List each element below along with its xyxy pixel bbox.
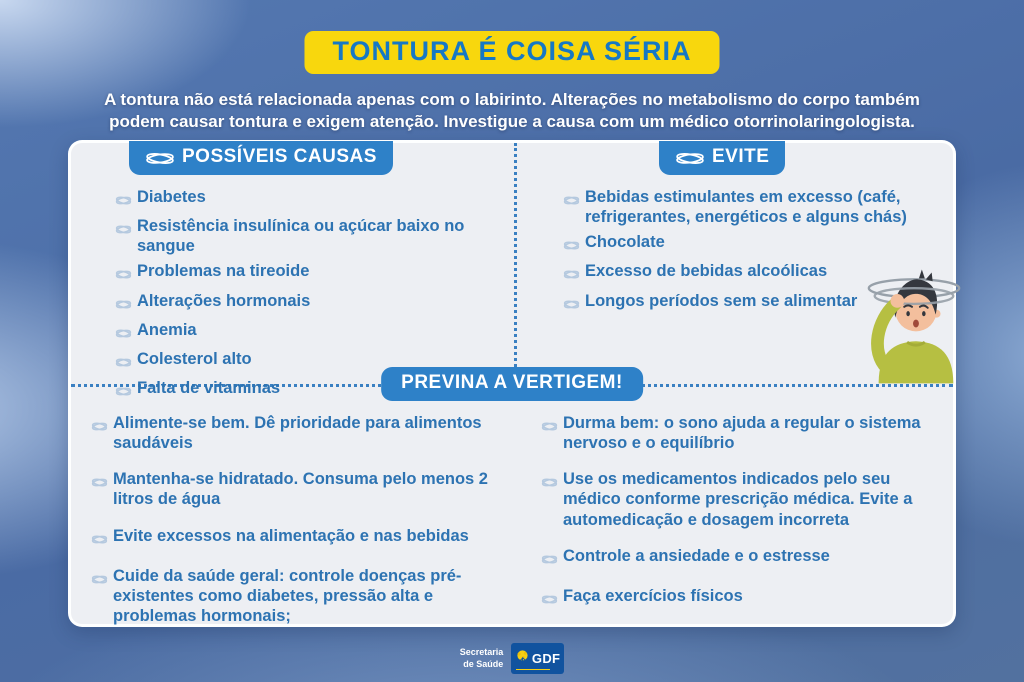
list-item-text: Controle a ansiedade e o estresse — [563, 546, 830, 565]
dizzy-swirl-icon — [115, 191, 132, 211]
list-item-text: Bebidas estimulantes em excesso (café, refrigerantes, energéticos e alguns chás) — [585, 188, 907, 227]
dizzy-swirl-icon — [91, 570, 108, 590]
list-item-text: Diabetes — [137, 188, 206, 206]
title-badge — [304, 31, 719, 74]
vertical-dotted-divider — [514, 143, 517, 384]
gdf-label: GDF — [531, 651, 561, 666]
list-item-text: Chocolate — [585, 233, 665, 252]
intro-line-2: podem causar tontura e exigem atenção. Investigue a causa com um médico otorrinolaringologista. — [109, 112, 915, 132]
list-item-text: Longos períodos sem se alimentar — [585, 291, 858, 310]
list-item-text: Alimente-se bem. Dê prioridade para alimentos saudáveis — [113, 414, 482, 453]
dizzy-swirl-icon — [145, 151, 175, 166]
prevent-section-title: PREVINA A VERTIGEM! — [401, 372, 623, 393]
secretaria-line-1: Secretaria — [459, 647, 504, 658]
gdf-underline — [516, 669, 550, 670]
prevent-left-list — [91, 413, 507, 642]
list-item-text: Falta de vitaminas — [137, 378, 281, 397]
secretaria-de-saude-label — [460, 647, 504, 670]
list-item-text: Excesso de bebidas alcoólicas — [585, 262, 828, 281]
list-item — [541, 546, 941, 570]
dizzy-swirl-icon — [91, 530, 108, 550]
dizzy-swirl-icon — [115, 220, 132, 240]
dizzy-swirl-icon — [115, 265, 132, 285]
prevent-section-badge — [381, 367, 643, 401]
dizzy-man-illustration — [859, 265, 969, 384]
dizzy-swirl-icon — [563, 236, 580, 256]
gdf-logo — [511, 643, 564, 674]
intro-text — [0, 89, 1024, 134]
dizzy-swirl-icon — [541, 550, 558, 570]
list-item — [115, 320, 485, 344]
list-item — [541, 586, 941, 610]
content-card — [68, 140, 956, 627]
list-item — [115, 216, 485, 256]
list-item — [91, 469, 507, 509]
list-item — [541, 413, 941, 453]
list-item — [91, 526, 507, 550]
list-item-text: Problemas na tireoide — [137, 262, 310, 281]
causes-section-badge — [129, 141, 393, 175]
list-item — [91, 413, 507, 453]
list-item-text: Anemia — [137, 320, 197, 339]
dizzy-swirl-icon — [563, 191, 580, 211]
prevent-right-list — [541, 413, 941, 626]
list-item-text: Colesterol alto — [137, 349, 252, 368]
secretaria-line-2: de Saúde — [463, 658, 504, 669]
page-title: TONTURA É COISA SÉRIA — [332, 36, 692, 66]
footer — [0, 643, 1024, 674]
list-item — [115, 187, 485, 211]
list-item-text: Mantenha-se hidratado. Consuma pelo menos 2 litros de água — [113, 470, 488, 509]
list-item-text: Evite excessos na alimentação e nas bebidas — [113, 526, 469, 545]
dizzy-swirl-icon — [675, 151, 705, 166]
dizzy-swirl-icon — [563, 295, 580, 315]
dizzy-swirl-icon — [91, 473, 108, 493]
dizzy-swirl-icon — [115, 324, 132, 344]
dizzy-swirl-icon — [91, 417, 108, 437]
dizzy-swirl-icon — [115, 353, 132, 373]
avoid-section-title: EVITE — [712, 146, 770, 167]
dizzy-swirl-icon — [541, 417, 558, 437]
intro-line-1: A tontura não está relacionada apenas com o labirinto. Alterações no metabolismo do corpo também — [104, 90, 920, 109]
list-item — [563, 232, 955, 256]
gdf-tree-icon — [515, 645, 531, 672]
dizzy-swirl-icon — [541, 590, 558, 610]
list-item — [541, 469, 941, 529]
list-item-text: Faça exercícios físicos — [563, 586, 743, 605]
dizzy-swirl-icon — [115, 295, 132, 315]
list-item-text: Resistência insulínica ou açúcar baixo no sangue — [137, 217, 465, 256]
dizzy-swirl-icon — [563, 265, 580, 285]
dizzy-swirl-icon — [115, 382, 132, 402]
list-item-text: Cuide da saúde geral: controle doenças pré-existentes como diabetes, pressão alta e problemas hormonais; — [113, 566, 462, 625]
list-item-text: Alterações hormonais — [137, 291, 311, 310]
list-item — [91, 566, 507, 626]
list-item-text: Durma bem: o sono ajuda a regular o sistema nervoso e o equilíbrio — [563, 414, 921, 453]
list-item — [115, 291, 485, 315]
list-item — [563, 187, 955, 227]
list-item-text: Use os medicamentos indicados pelo seu médico conforme prescrição médica. Evite a automedicação e dosagem incorreta — [563, 470, 913, 529]
dizzy-swirl-icon — [541, 473, 558, 493]
causes-section-title: POSSÍVEIS CAUSAS — [182, 146, 377, 167]
list-item — [115, 261, 485, 285]
avoid-section-badge — [659, 141, 785, 175]
